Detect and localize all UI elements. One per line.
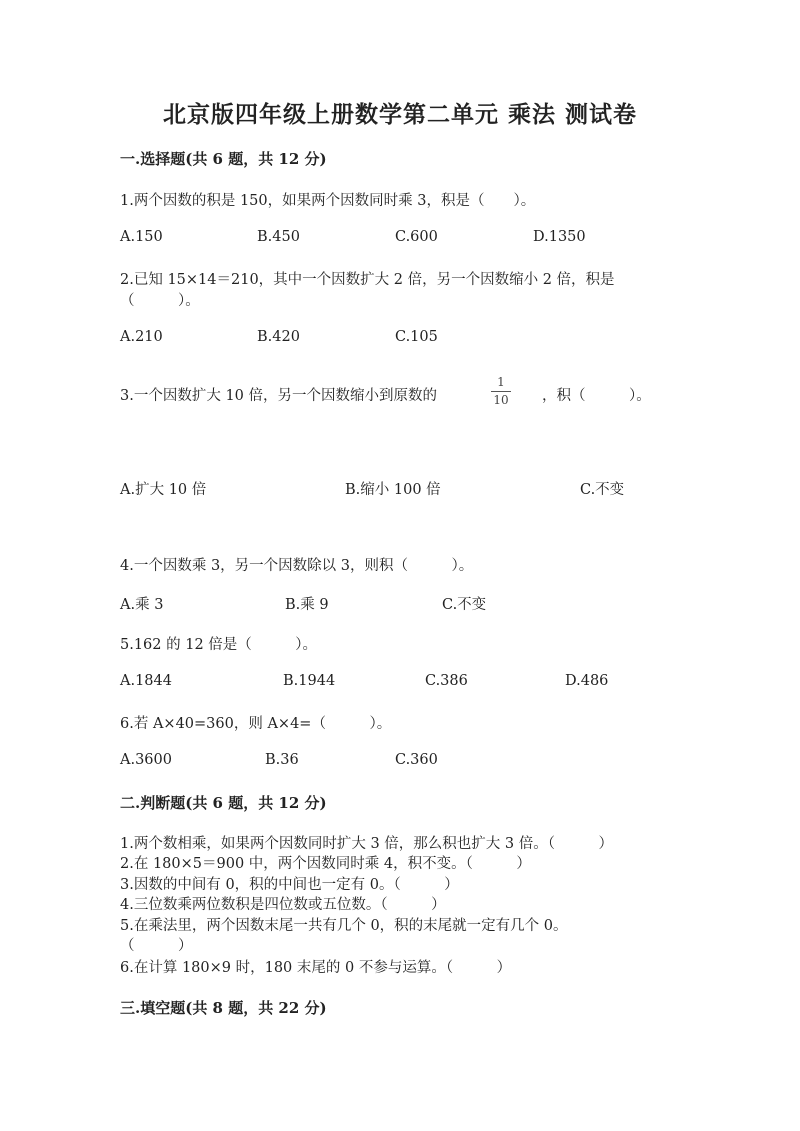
section-heading-fill: 三.填空题(共 8 题，共 22 分) <box>120 999 327 1017</box>
judge-item-5: 5.在乘法里，两个因数末尾一共有几个 0，积的末尾就一定有几个 0。 <box>120 918 568 934</box>
question-6: 6.若 A×40=360，则 A×4=（ ）。 <box>120 716 392 732</box>
judge-item-4: 4.三位数乘两位数积是四位数或五位数。（ ） <box>120 897 446 913</box>
judge-item-5-brackets: （ ） <box>120 938 193 954</box>
fraction-numerator: 1 <box>497 375 505 389</box>
option-b: B.缩小 100 倍 <box>345 482 441 498</box>
option-b: B.36 <box>265 752 299 768</box>
option-a: A.3600 <box>120 752 172 768</box>
question-2-line2: （ ）。 <box>120 293 200 309</box>
question-3-tail: ，积（ ）。 <box>542 388 651 404</box>
option-c: C.不变 <box>580 482 625 498</box>
option-b: B.乘 9 <box>285 597 329 613</box>
question-5: 5.162 的 12 倍是（ ）。 <box>120 637 318 653</box>
section-heading-judge: 二.判断题(共 6 题，共 12 分) <box>120 794 327 812</box>
judge-item-2: 2.在 180×5＝900 中，两个因数同时乘 4，积不变。（ ） <box>120 856 531 872</box>
option-d: D.486 <box>565 673 609 689</box>
judge-item-6: 6.在计算 180×9 时，180 末尾的 0 不参与运算。（ ） <box>120 960 512 976</box>
option-c: C.105 <box>395 329 438 345</box>
option-c: C.不变 <box>442 597 487 613</box>
option-a: A.150 <box>120 229 163 245</box>
option-c: C.600 <box>395 229 438 245</box>
fraction-one-tenth <box>491 376 511 407</box>
option-b: B.420 <box>257 329 300 345</box>
judge-item-1: 1.两个数相乘，如果两个因数同时扩大 3 倍，那么积也扩大 3 倍。（ ） <box>120 836 613 852</box>
question-1: 1.两个因数的积是 150，如果两个因数同时乘 3，积是（ ）。 <box>120 193 536 209</box>
option-d: D.1350 <box>533 229 586 245</box>
option-b: B.1944 <box>283 673 336 689</box>
option-a: A.1844 <box>120 673 172 689</box>
section-heading-choice: 一.选择题(共 6 题，共 12 分) <box>120 150 327 168</box>
option-b: B.450 <box>257 229 300 245</box>
option-a: A.乘 3 <box>120 597 164 613</box>
question-2-line1: 2.已知 15×14＝210，其中一个因数扩大 2 倍，另一个因数缩小 2 倍，积是 <box>120 272 615 288</box>
page-title: 北京版四年级上册数学第二单元 乘法 测试卷 <box>162 101 637 128</box>
option-c: C.360 <box>395 752 438 768</box>
fraction-bar <box>491 391 511 392</box>
judge-item-3: 3.因数的中间有 0，积的中间也一定有 0。（ ） <box>120 877 459 893</box>
option-a: A.扩大 10 倍 <box>120 482 207 498</box>
fraction-denominator: 10 <box>493 393 509 407</box>
option-a: A.210 <box>120 329 163 345</box>
option-c: C.386 <box>425 673 468 689</box>
question-3-text: 3.一个因数扩大 10 倍，另一个因数缩小到原数的 <box>120 388 438 404</box>
question-4: 4.一个因数乘 3，另一个因数除以 3，则积（ ）。 <box>120 558 474 574</box>
